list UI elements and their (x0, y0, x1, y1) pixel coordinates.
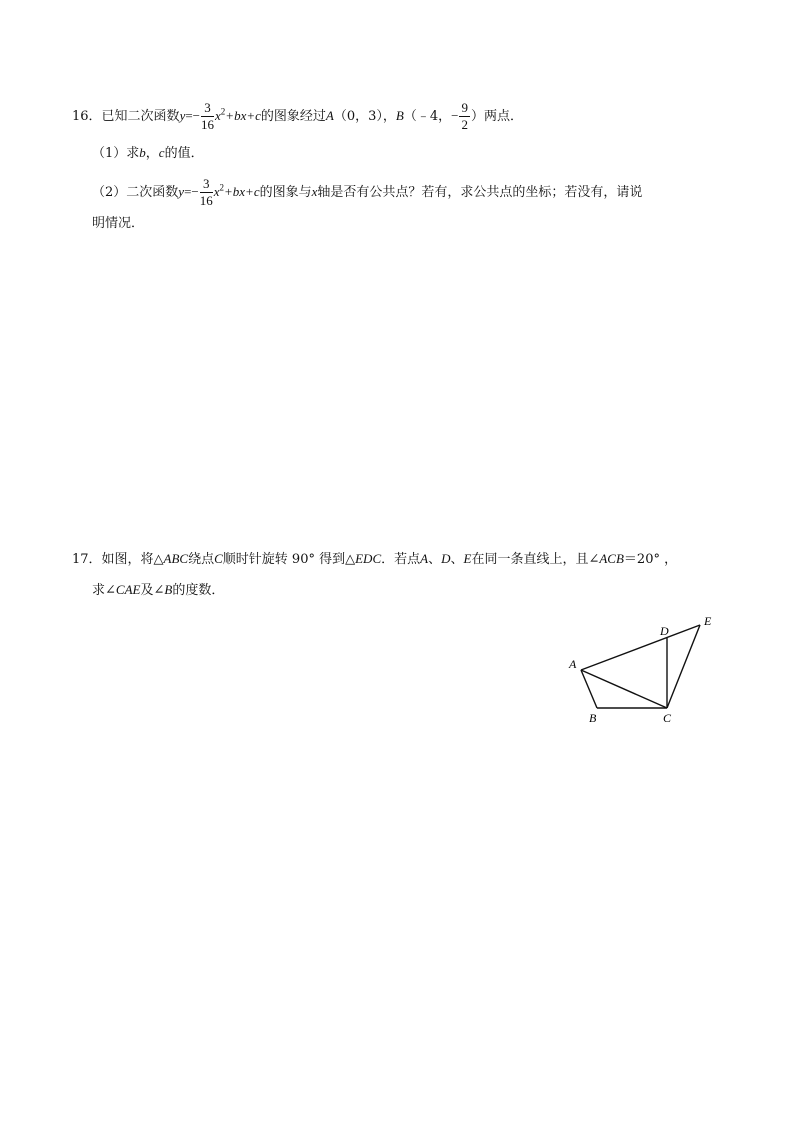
label-c: C (663, 711, 672, 725)
part2-frac-num: 3 (200, 176, 213, 193)
q17-c: C (214, 551, 223, 566)
label-b: B (589, 711, 597, 725)
point-a-coord: （0，3）， (333, 109, 396, 124)
geometry-figure (560, 608, 730, 733)
point-a: A (325, 108, 334, 123)
q17-text-f: ＝20° ， (623, 552, 678, 567)
q16-intro-b: 的图象经过 (260, 109, 326, 124)
part2-func-x: x (213, 184, 220, 199)
q17-text-b: 绕点 (188, 552, 215, 567)
q17-text-d: ．若点 (381, 552, 421, 567)
q17-line2-c: 的度数． (172, 583, 225, 598)
func-exp: 2 (220, 106, 226, 117)
q17-edc: EDC (355, 551, 382, 566)
part1-rest: 的值． (164, 146, 204, 161)
label-d: D (660, 624, 669, 638)
fraction-9-2 (459, 100, 470, 133)
q17-e: E (463, 551, 472, 566)
fraction-3-16 (201, 100, 214, 133)
q17-line2-b: 及∠ (140, 583, 165, 598)
part2-x: x (311, 184, 318, 199)
q17-line1 (72, 549, 677, 570)
label-a: A (569, 657, 577, 671)
part1-sep: ， (145, 146, 159, 161)
part2-label: （2）二次函数 (92, 185, 179, 200)
func-x: x (215, 108, 221, 123)
q16-line1 (72, 100, 523, 133)
func-y: y (179, 108, 186, 123)
point-b-coord-a: （﹣4， (403, 109, 452, 124)
part2-func-rest: +bx+c (224, 184, 260, 199)
segment-ec (667, 625, 700, 708)
q17-d: D (441, 551, 451, 566)
frac-num: 3 (201, 100, 214, 117)
part2-func-y: y (178, 184, 185, 199)
frac-den-2: 2 (461, 117, 468, 132)
q17-cae: CAE (115, 582, 141, 597)
q16-part2-line2: 明情况． (92, 216, 145, 231)
q17-acb: ACB (599, 551, 624, 566)
q17-sep1: 、 (428, 552, 442, 567)
q17-text-e: 在同一条直线上，且∠ (471, 552, 600, 567)
segment-ae (581, 625, 700, 670)
q16-intro: 已知二次函数 (101, 109, 180, 124)
func-eq: =− (185, 108, 201, 123)
point-b-neg: − (451, 108, 459, 123)
q17-abc: ABC (163, 551, 189, 566)
label-e: E (704, 614, 712, 628)
frac-num-9: 9 (461, 100, 468, 115)
func-rest: +bx+c (225, 108, 261, 123)
q17-line2 (92, 580, 224, 601)
q17-b: B (164, 582, 173, 597)
q16-number: 16． (72, 109, 102, 124)
part2-rest-b: 轴是否有公共点？若有，求公共点的坐标；若没有，请说 (317, 185, 643, 200)
point-b: B (395, 108, 404, 123)
part2-func-eq: =− (184, 184, 199, 199)
q17-a: A (420, 551, 429, 566)
q17-sep2: 、 (450, 552, 464, 567)
point-b-coord-b: ）两点． (470, 109, 523, 124)
q16-part1 (92, 143, 204, 164)
part2-fraction (200, 176, 213, 209)
part2-rest-a: 的图象与 (259, 185, 312, 200)
part2-func-exp: 2 (219, 182, 225, 193)
q16-part2 (92, 176, 642, 209)
frac-den: 16 (201, 117, 215, 132)
part2-frac-den: 16 (199, 193, 213, 208)
q17-text-c: 顺时针旋转 90° 得到△ (222, 552, 356, 567)
part1-b: b (139, 145, 146, 160)
q17-text-a: 如图，将△ (101, 552, 164, 567)
q17-line2-a: 求∠ (92, 583, 116, 598)
part1-label: （1）求 (92, 146, 140, 161)
q17-number: 17． (72, 552, 102, 567)
part1-c: c (158, 145, 165, 160)
